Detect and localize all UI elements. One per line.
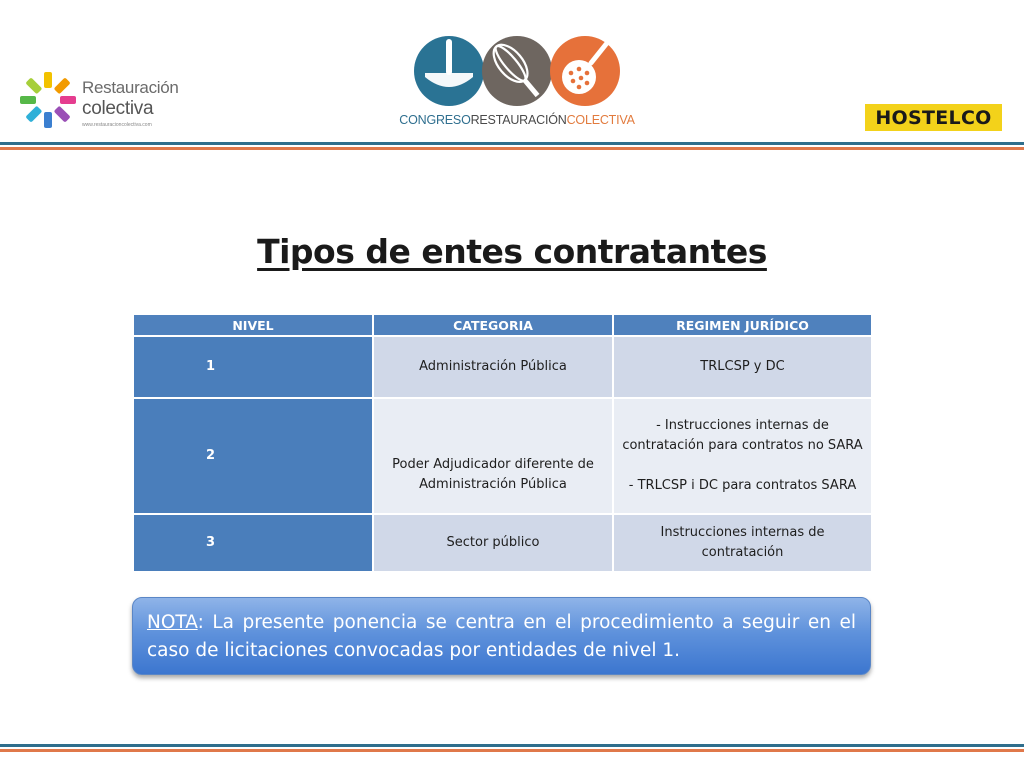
nivel-cell: 1 xyxy=(133,336,373,398)
hostelco-logo: HOSTELCO xyxy=(865,104,1002,131)
slide-title: Tipos de entes contratantes xyxy=(257,232,767,271)
restauracion-colectiva-logo xyxy=(20,68,180,138)
wordmark-part2: RESTAURACIÓN xyxy=(470,113,567,127)
regimen-cell xyxy=(613,398,872,514)
congreso-wordmark xyxy=(397,113,637,127)
flower-icon xyxy=(20,70,80,132)
table-header-row xyxy=(133,314,872,336)
categoria-cell: Administración Pública xyxy=(373,336,613,398)
header-divider xyxy=(0,142,1024,152)
regimen-line: - Instrucciones internas de contratación para contratos no SARA xyxy=(622,418,863,453)
table-row xyxy=(133,398,872,514)
note-label: NOTA xyxy=(147,612,198,633)
wordmark-part3: COLECTIVA xyxy=(566,113,635,127)
categoria-cell xyxy=(373,398,613,514)
header-nivel: NIVEL xyxy=(133,314,373,336)
note-text: : La presente ponencia se centra en el procedimiento a seguir en el caso de licitaciones convocadas por entidades de nivel 1. xyxy=(147,612,856,661)
regimen-cell: TRLCSP y DC xyxy=(613,336,872,398)
header-regimen: REGIMEN JURÍDICO xyxy=(613,314,872,336)
table-row xyxy=(133,336,872,398)
nivel-cell: 2 xyxy=(133,398,373,514)
wordmark-part1: CONGRESO xyxy=(399,113,471,127)
slide-header xyxy=(0,0,1024,160)
kitchen-utensils-icon xyxy=(411,33,623,111)
regimen-cell: Instrucciones internas de contratación xyxy=(613,514,872,572)
logo-text-line1: Restauración xyxy=(82,78,179,97)
congreso-logo xyxy=(397,33,637,133)
header-categoria: CATEGORIA xyxy=(373,314,613,336)
categoria-text: Poder Adjudicador diferente de Administración Pública xyxy=(392,457,594,492)
logo-text-line2: colectiva xyxy=(82,98,154,119)
entes-table xyxy=(132,313,873,573)
footer-divider xyxy=(0,744,1024,754)
note-box xyxy=(132,597,871,675)
categoria-cell: Sector público xyxy=(373,514,613,572)
table-row xyxy=(133,514,872,572)
nivel-cell: 3 xyxy=(133,514,373,572)
logo-url: www.restauracioncolectiva.com xyxy=(82,122,152,128)
regimen-line: - TRLCSP i DC para contratos SARA xyxy=(628,478,857,493)
